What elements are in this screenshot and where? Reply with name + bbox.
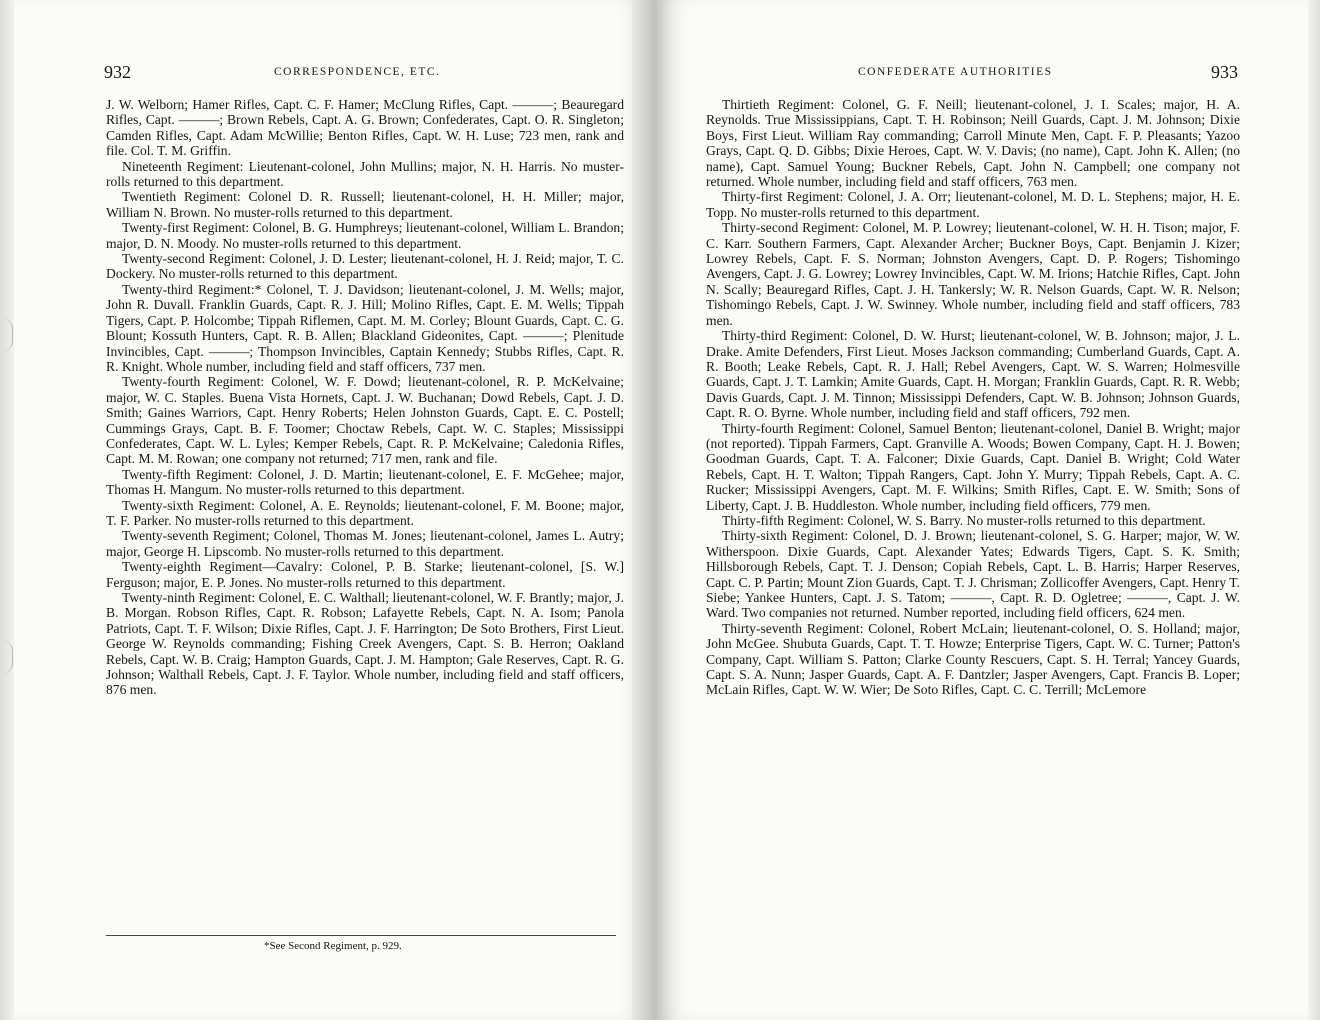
footnote-rule <box>106 935 616 936</box>
paragraph: Twenty-sixth Regiment: Colonel, A. E. Reynolds; lieutenant-colonel, F. M. Boone; major, T. F. Parker. No muster-rolls returned to this department. <box>106 497 624 528</box>
paragraph: Thirtieth Regiment: Colonel, G. F. Neill; lieutenant-colonel, J. I. Scales; major, H. A. Reynolds. True Mississippians, Capt. T. H. Robinson; Neill Guards, Capt. J. M. Johnson; Dixie Boys, First Lieut. William Ray commanding; Carroll Minute Men, Capt. F. P. Pleasants; Yazoo Grays, Capt. Q. D. Gibbs; Dixie Heroes, Capt. W. V. Davis; (no name), Capt. John K. Allen; (no name), Capt. Samuel Young; Buckner Rebels, Capt. John N. Campbell; one company not returned. Whole number, including field and staff officers, 763 men. <box>706 97 1240 190</box>
right-page <box>662 0 1308 1020</box>
paragraph: Twenty-eighth Regiment—Cavalry: Colonel, P. B. Starke; lieutenant-colonel, [S. W.] Ferguson; major, E. P. Jones. No muster-rolls returned to this department. <box>106 559 624 590</box>
page-number: 933 <box>1211 62 1238 82</box>
right-page-text <box>706 97 1240 698</box>
left-page-text <box>106 97 624 698</box>
paragraph: Twenty-fourth Regiment: Colonel, W. F. Dowd; lieutenant-colonel, R. P. McKelvaine; major, W. C. Staples. Buena Vista Hornets, Capt. J. W. Buchanan; Dowd Rebels, Capt. J. D. Smith; Gaines Warriors, Capt. Henry Roberts; Helen Johnston Guards, Capt. E. C. Postell; Cummings Grays, Capt. B. F. Toomer; Choctaw Rebels, Capt. W. C. Staples; Mississippi Confederates, Capt. W. L. Lyles; Kemper Rebels, Capt. R. P. McKelvaine; Caledonia Rifles, Capt. M. M. Rowan; one company not returned; 717 men, rank and file. <box>106 374 624 467</box>
paragraph: Thirty-seventh Regiment: Colonel, Robert McLain; lieutenant-colonel, O. S. Holland; major, John McGee. Shubuta Guards, Capt. T. T. Howze; Enterprise Tigers, Capt. W. C. Turner; Patton's Company, Capt. William S. Patton; Clarke County Rescuers, Capt. S. H. Terral; Yancey Guards, Capt. S. A. Nunn; Jasper Guards, Capt. A. F. Dantzler; Jasper Avengers, Capt. Francis B. Loper; McLain Rifles, Capt. W. W. Wier; De Soto Rifles, Capt. C. C. Terrill; McLemore <box>706 620 1240 698</box>
running-head: CORRESPONDENCE, ETC. <box>274 66 441 78</box>
paragraph: Nineteenth Regiment: Lieutenant-colonel, John Mullins; major, N. H. Harris. No muster-rolls returned to this department. <box>106 158 624 190</box>
left-page-header <box>104 62 624 84</box>
paragraph: Twenty-first Regiment: Colonel, B. G. Humphreys; lieutenant-colonel, William L. Brandon; major, D. N. Moody. No muster-rolls returned to this department. <box>106 220 624 251</box>
paragraph: Thirty-fifth Regiment: Colonel, W. S. Barry. No muster-rolls returned to this department. <box>722 512 1206 528</box>
paragraph: Thirty-second Regiment: Colonel, M. P. Lowrey; lieutenant-colonel, W. H. H. Tison; major, F. C. Karr. Southern Farmers, Capt. Alexander Archer; Buckner Boys, Capt. Benjamin J. Kizer; Lowrey Rebels, Capt. F. S. Norman; Johnston Avengers, Capt. D. P. Rogers; Tishomingo Avengers, Capt. J. G. Lowrey; Lowrey Invincibles, Capt. W. M. Irions; Hatchie Rifles, Capt. John N. Scally; Beauregard Rifles, Capt. J. H. Tankersly; W. R. Nelson Guards, Capt. W. R. Nelson; Tishomingo Rebels, Capt. J. W. Swinney. Whole number, including field and staff officers, 783 men. <box>706 220 1240 328</box>
paragraph: Thirty-third Regiment: Colonel, D. W. Hurst; lieutenant-colonel, W. B. Johnson; major, J. L. Drake. Amite Defenders, First Lieut. Moses Jackson commanding; Cumberland Guards, Capt. A. R. Booth; Leake Rebels, Capt. R. J. Hall; Rebel Avengers, Capt. W. S. Warren; Holmesville Guards, Capt. J. T. Lamkin; Amite Guards, Capt. H. Morgan; Franklin Guards, Capt. R. R. Webb; Davis Guards, Capt. J. M. Tinnon; Mississippi Defenders, Capt. W. B. Johnson; Johnson Guards, Capt. R. O. Byrne. Whole number, including field and staff officers, 792 men. <box>706 328 1240 421</box>
paragraph: Twenty-seventh Regiment; Colonel, Thomas M. Jones; lieutenant-colonel, James L. Autry; major, George H. Lipscomb. No muster-rolls returned to this department. <box>106 528 624 559</box>
right-page-header <box>708 62 1238 84</box>
paragraph: Twentieth Regiment: Colonel D. R. Russell; lieutenant-colonel, H. H. Miller; major, William N. Brown. No muster-rolls returned to this department. <box>106 189 624 220</box>
paragraph: Twenty-second Regiment: Colonel, J. D. Lester; lieutenant-colonel, H. J. Reid; major, T. C. Dockery. No muster-rolls returned to this department. <box>106 251 624 282</box>
paragraph: J. W. Welborn; Hamer Rifles, Capt. C. F. Hamer; McClung Rifles, Capt. ———; Beauregard Rifles, Capt. ———; Brown Rebels, Capt. A. G. Brown; Confederates, Capt. O. R. Singleton; Camden Rifles, Capt. Adam McWillie; Benton Rifles, Capt. W. H. Luse; 723 men, rank and file. Col. T. M. Griffin. <box>106 97 624 159</box>
paragraph: Thirty-fourth Regiment: Colonel, Samuel Benton; lieutenant-colonel, Daniel B. Wright; major (not reported). Tippah Farmers, Capt. Granville A. Woods; Bowen Company, Capt. H. J. Bowen; Goodman Guards, Capt. T. A. Falconer; Dixie Guards, Capt. Daniel B. Wright; Cold Water Rebels, Capt. H. T. Walton; Tippah Rangers, Capt. John Y. Murry; Tippah Rebels, Capt. A. C. Rucker; Mississippi Avengers, Capt. M. F. Wilkins; Smith Rifles, Capt. E. W. Smith; Sons of Liberty, Capt. J. B. Huddleston. Whole number, including field officers, 779 men. <box>706 420 1240 513</box>
running-head: CONFEDERATE AUTHORITIES <box>858 66 1053 78</box>
paragraph: Twenty-fifth Regiment: Colonel, J. D. Martin; lieutenant-colonel, E. F. McGehee; major, Thomas H. Mangum. No muster-rolls returned to this department. <box>106 466 624 498</box>
right-page-edge <box>1308 0 1320 1020</box>
paragraph: Thirty-first Regiment: Colonel, J. A. Orr; lieutenant-colonel, M. D. L. Stephens; major, H. E. Topp. No muster-rolls returned to this department. <box>706 189 1240 220</box>
left-page <box>14 0 646 1020</box>
left-page-edge <box>0 0 14 1020</box>
paragraph: Twenty-third Regiment:* Colonel, T. J. Davidson; lieutenant-colonel, J. M. Wells; major, John R. Duvall. Franklin Guards, Capt. R. J. Hill; Molino Rifles, Capt. E. M. Wells; Tippah Tigers, Capt. P. Holcombe; Tippah Riflemen, Capt. M. M. Corley; Blount Guards, Capt. C. G. Blount; Kossuth Hunters, Capt. R. B. Allen; Blackland Gideonites, Capt. ———; Plenitude Invincibles, Capt. ———; Thompson Invincibles, Captain Kennedy; Stubbs Rifles, Capt. R. R. Knight. Whole number, including field and staff officers, 737 men. <box>106 281 624 374</box>
paragraph: Twenty-ninth Regiment: Colonel, E. C. Walthall; lieutenant-colonel, W. F. Brantly; major, J. B. Morgan. Robson Rifles, Capt. R. Robson; Lafayette Rebels, Capt. N. A. Isom; Panola Patriots, Capt. T. F. Wilson; Dixie Rifles, Capt. J. F. Harrington; De Soto Brothers, First Lieut. George W. Reynolds commanding; Fishing Creek Avengers, Capt. S. B. Herron; Oakland Rebels, Capt. W. B. Craig; Hampton Guards, Capt. J. M. Hampton; Gale Reserves, Capt. R. G. Johnson; Walthall Rebels, Capt. J. F. Taylor. Whole number, including field and staff officers, 876 men. <box>106 590 624 698</box>
paragraph: Thirty-sixth Regiment: Colonel, D. J. Brown; lieutenant-colonel, S. G. Harper; major, W. W. Witherspoon. Dixie Guards, Capt. Alexander Yates; Edwards Tigers, Capt. S. K. Smith; Hillsborough Rebels, Capt. T. J. Denson; Copiah Rebels, Capt. L. B. Harris; Harper Reserves, Capt. C. P. Partin; Mount Zion Guards, Capt. T. J. Chrisman; Zollicoffer Avengers, Capt. Henry T. Siebe; Yankee Hunters, Capt. J. S. Tatom; ———, Capt. R. D. Ogletree; ———, Capt. J. W. Ward. Two companies not returned. Number reported, including field officers, 624 men. <box>706 528 1240 621</box>
page-number: 932 <box>104 62 131 82</box>
footnote: *See Second Regiment, p. 929. <box>264 940 402 952</box>
